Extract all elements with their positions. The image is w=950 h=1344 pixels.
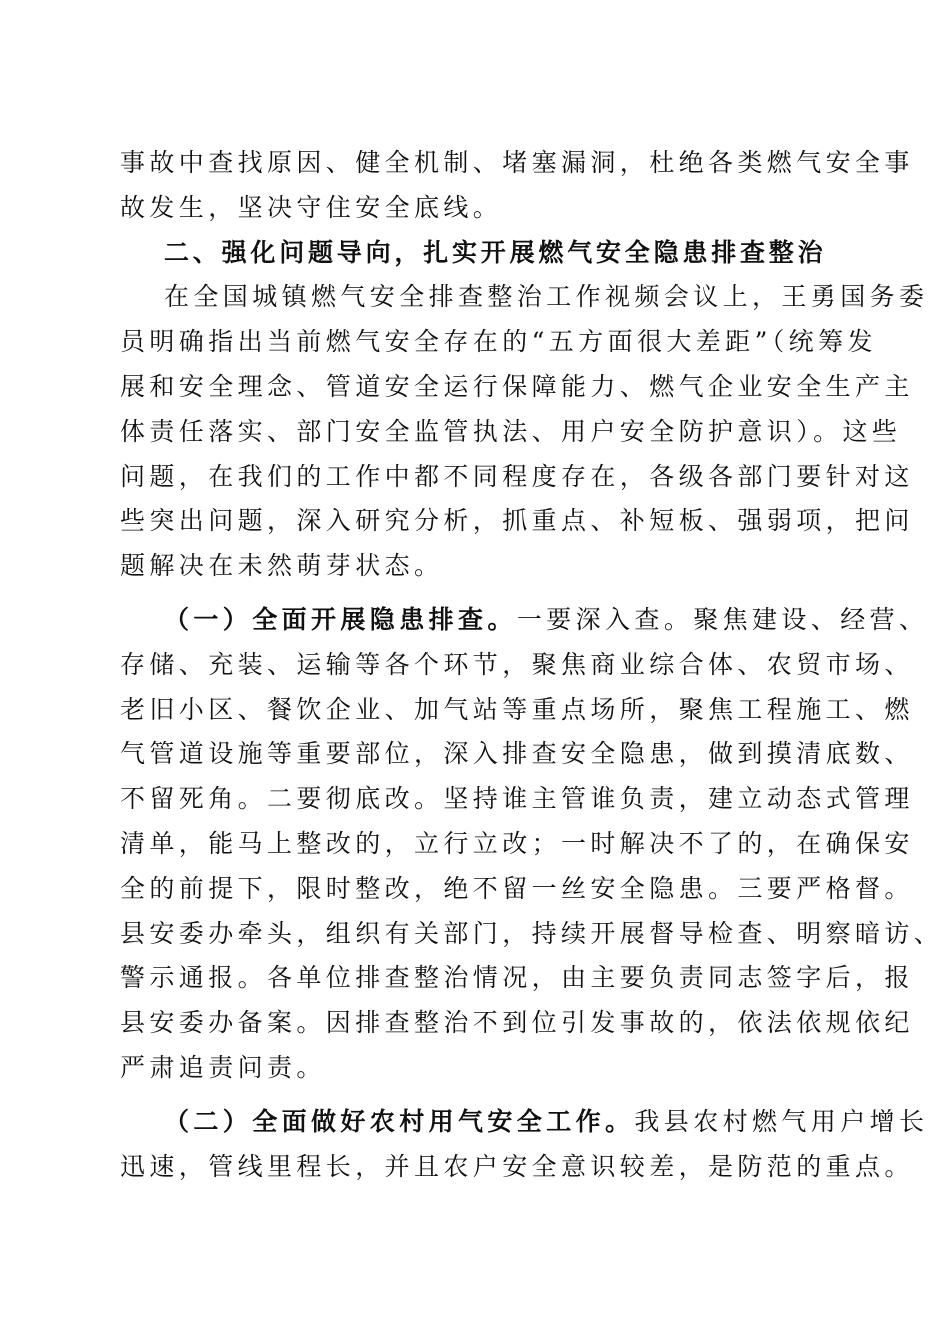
body-line: 展和安全理念、管道安全运行保障能力、燃气企业安全生产主 [120, 371, 914, 401]
body-line: 存储、充装、运输等各个环节，聚焦商业综合体、农贸市场、 [120, 649, 914, 679]
body-line: 事故中查找原因、健全机制、堵塞漏洞，杜绝各类燃气安全事 [120, 148, 914, 177]
body-line: 迅速，管线里程长，并且农户安全意识较差，是防范的重点。 [120, 1151, 914, 1181]
body-line: 气管道设施等重要部位，深入排查安全隐患，做到摸清底数、 [120, 739, 914, 769]
body-line: 严肃追责问责。 [120, 1052, 326, 1082]
body-line: 县安委办牵头，组织有关部门，持续开展督导检查、明察暗访、 [120, 918, 944, 948]
item-one-text: 一要深入查。聚焦建设、经营、 [516, 604, 929, 634]
body-line: 老旧小区、餐饮企业、加气站等重点场所，聚焦工程施工、燃 [120, 694, 914, 724]
item-two-first-line [120, 1100, 929, 1145]
body-line: 员明确指出当前燃气安全存在的“五方面很大差距”（统筹发 [120, 327, 877, 357]
item-one-first-line [120, 598, 929, 643]
section-heading: 二、强化问题导向，扎实开展燃气安全隐患排查整治 [164, 237, 827, 267]
item-two-text: 我县农村燃气用户增长 [634, 1106, 929, 1136]
body-line: 问题，在我们的工作中都不同程度存在，各级各部门要针对这 [120, 461, 914, 491]
document-body [120, 141, 944, 1189]
body-line: 县安委办备案。因排查整治不到位引发事故的，依法依规依纪 [120, 1008, 914, 1038]
body-line: 故发生，坚决守住安全底线。 [120, 192, 503, 222]
body-line: 在全国城镇燃气安全排查整治工作视频会议上，王勇国务委 [164, 282, 929, 312]
item-one-lead: （一）全面开展隐患排查。 [164, 604, 517, 634]
item-two-lead: （二）全面做好农村用气安全工作。 [164, 1106, 635, 1136]
body-line: 些突出问题，深入研究分析，抓重点、补短板、强弱项，把问 [120, 506, 914, 536]
body-line: 清单，能马上整改的，立行立改；一时解决不了的，在确保安 [120, 828, 914, 858]
body-line: 题解决在未然萌芽状态。 [120, 551, 444, 581]
body-line: 警示通报。各单位排查整治情况，由主要负责同志签字后，报 [120, 963, 914, 993]
body-line: 不留死角。二要彻底改。坚持谁主管谁负责，建立动态式管理 [120, 784, 914, 814]
body-line: 体责任落实、部门安全监管执法、用户安全防护意识）。这些 [120, 416, 902, 446]
body-line: 全的前提下，限时整改，绝不留一丝安全隐患。三要严格督。 [120, 873, 914, 903]
paragraph-gap [120, 1091, 826, 1100]
paragraph-gap [120, 589, 826, 598]
